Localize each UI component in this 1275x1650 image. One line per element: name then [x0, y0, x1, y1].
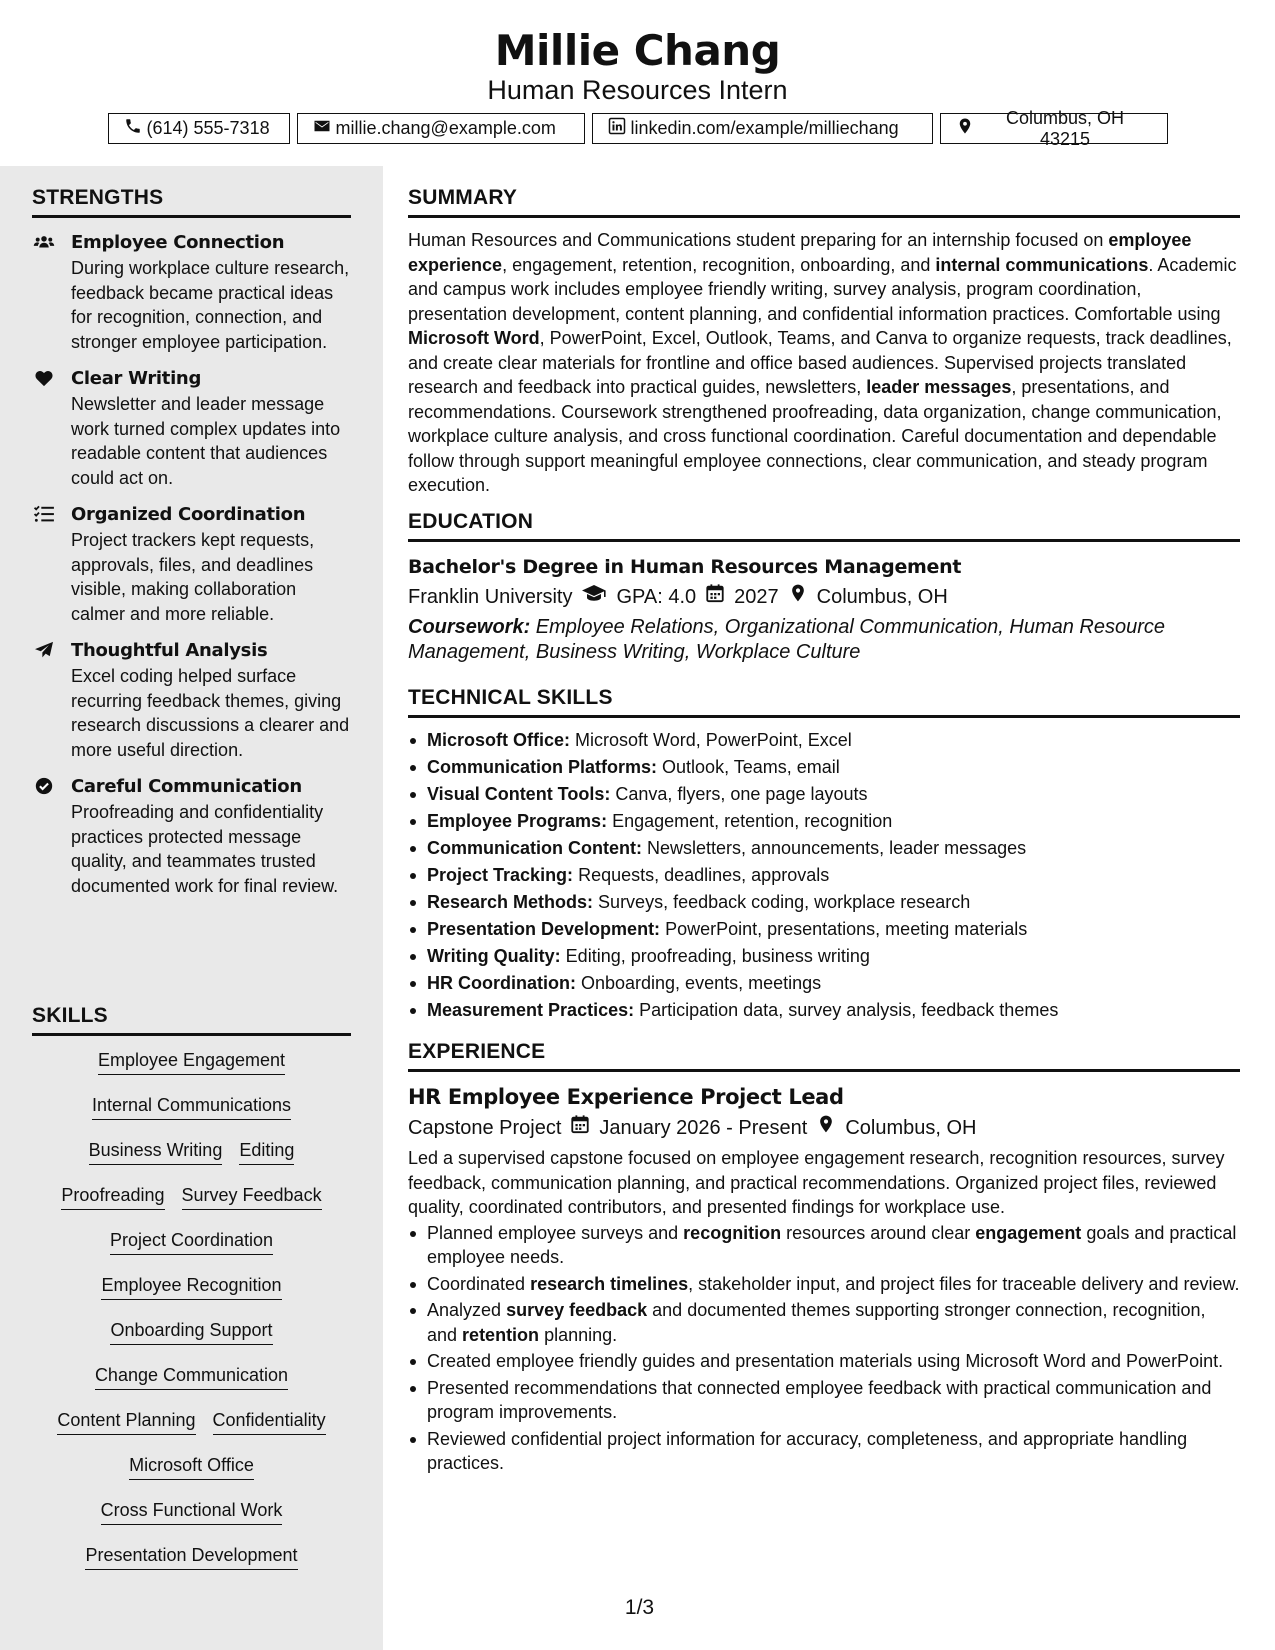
contact-linkedin-text: linkedin.com/example/milliechang — [630, 118, 899, 138]
school-location: Columbus, OH — [816, 586, 948, 608]
emphasis-text: leader messages — [866, 377, 1012, 397]
skill-row — [32, 1453, 351, 1498]
skill-values: Microsoft Word, PowerPoint, Excel — [570, 730, 852, 750]
technical-skill-item — [408, 889, 1240, 916]
skill-row — [32, 1138, 351, 1183]
emphasis-text: internal communications — [935, 254, 1149, 275]
skill-row — [32, 1228, 351, 1273]
skill-row — [32, 1408, 351, 1453]
strengths-title: STRENGTHS — [32, 186, 351, 218]
job-bullet — [408, 1376, 1240, 1425]
strength-item — [32, 367, 351, 490]
skill-category: Visual Content Tools: — [427, 784, 611, 804]
text-run: Presented recommendations that connected employee feedback with practical communication and program improvements. — [427, 1377, 1212, 1422]
skill-tag: Onboarding Support — [110, 1318, 272, 1345]
text-run: . Academic and campus work includes employee friendly writing, survey analysis, program coordination, presentation development, content planning, and confidential information practices. Comfortable using — [408, 254, 1237, 324]
map-marker-icon — [788, 583, 808, 611]
summary-section — [408, 186, 1240, 498]
contact-email-text: millie.chang@example.com — [335, 118, 556, 138]
organization: Capstone Project — [408, 1117, 562, 1139]
list-check-icon — [32, 505, 56, 523]
graduation-year: 2027 — [734, 586, 779, 608]
job-bullet — [408, 1298, 1240, 1347]
skill-values: Editing, proofreading, business writing — [560, 946, 870, 966]
strength-desc: During workplace culture research, feedback became practical ideas for recognition, connection, and stronger employee participation. — [71, 258, 350, 352]
skill-tag: Change Communication — [95, 1363, 288, 1390]
emphasis-text: research timelines — [530, 1273, 689, 1294]
strength-desc: Excel coding helped surface recurring feedback themes, giving research discussions a clearer and more useful direction. — [71, 666, 350, 760]
page-indicator — [0, 1596, 1275, 1620]
candidate-role: Human Resources Intern — [487, 75, 788, 105]
text-run: Analyzed — [427, 1300, 507, 1320]
skill-values: Onboarding, events, meetings — [575, 973, 822, 993]
check-circle-icon — [32, 777, 56, 795]
strength-item — [32, 231, 351, 354]
strength-item — [32, 503, 351, 626]
education-section — [408, 510, 1240, 664]
strength-desc: Newsletter and leader message work turned complex updates into readable content that audiences could act on. — [71, 394, 341, 488]
skill-values: Participation data, survey analysis, feedback themes — [634, 1000, 1059, 1020]
job-title: HR Employee Experience Project Lead — [408, 1085, 844, 1109]
strength-title: Clear Writing — [71, 368, 202, 389]
summary-text — [408, 228, 1240, 498]
text-run: planning. — [539, 1324, 618, 1345]
skill-row — [32, 1498, 351, 1543]
graduation-cap-icon — [581, 583, 607, 611]
skill-tag: Business Writing — [89, 1138, 223, 1165]
skill-category: Measurement Practices: — [427, 1000, 635, 1020]
contact-location-text: Columbus, OH 43215 — [1005, 107, 1125, 149]
technical-skill-item — [408, 727, 1240, 754]
job-meta — [408, 1114, 1240, 1142]
skill-values: Requests, deadlines, approvals — [573, 865, 830, 885]
text-run: , stakeholder input, and project files for traceable delivery and review. — [688, 1273, 1240, 1294]
text-run: Reviewed confidential project information for accuracy, completeness, and appropriate handling practices. — [427, 1428, 1188, 1473]
text-run: , engagement, retention, recognition, onboarding, and — [502, 254, 936, 275]
strength-item — [32, 775, 351, 898]
job-bullet — [408, 1221, 1240, 1270]
skills-list — [32, 1048, 351, 1588]
text-run: Human Resources and Communications student preparing for an internship focused on — [408, 230, 1109, 250]
strength-title: Careful Communication — [71, 776, 302, 797]
skill-tag: Employee Engagement — [98, 1048, 285, 1075]
skill-category: Project Tracking: — [427, 865, 574, 885]
strength-desc: Project trackers kept requests, approvals, files, and deadlines visible, making collaboration calmer and more reliable. — [71, 530, 315, 624]
skill-category: Writing Quality: — [427, 946, 561, 966]
text-run: and documented themes supporting stronger connection, recognition, and — [427, 1300, 1206, 1345]
skill-row — [32, 1183, 351, 1228]
technical-skill-item — [408, 862, 1240, 889]
strength-title: Employee Connection — [71, 232, 285, 253]
skill-row — [32, 1318, 351, 1363]
emphasis-text: survey feedback — [506, 1300, 648, 1320]
skill-category: Microsoft Office: — [427, 730, 571, 750]
skill-tag: Microsoft Office — [129, 1453, 254, 1480]
education-title: EDUCATION — [408, 510, 1240, 542]
strengths-section — [32, 186, 351, 898]
skill-tag: Internal Communications — [92, 1093, 291, 1120]
job-bullets — [408, 1221, 1240, 1476]
skill-values: Surveys, feedback coding, workplace research — [593, 892, 971, 912]
skill-row — [32, 1363, 351, 1408]
text-run: Created employee friendly guides and presentation materials using Microsoft Word and PowerPoint. — [427, 1351, 1224, 1371]
users-icon — [32, 233, 56, 251]
emphasis-text: recognition — [683, 1222, 782, 1243]
text-run: Planned employee surveys and — [427, 1222, 684, 1243]
technical-skill-item — [408, 970, 1240, 997]
skill-category: Research Methods: — [427, 892, 594, 912]
emphasis-text: retention — [462, 1324, 540, 1345]
technical-skill-item — [408, 808, 1240, 835]
job-dates: January 2026 - Present — [599, 1117, 808, 1139]
skill-values: Newsletters, announcements, leader messages — [641, 838, 1027, 858]
emphasis-text: engagement — [975, 1222, 1082, 1243]
skill-tag: Editing — [239, 1138, 294, 1165]
skill-row — [32, 1273, 351, 1318]
contact-bar — [0, 107, 1275, 149]
skill-tag: Project Coordination — [110, 1228, 273, 1255]
skill-tag: Cross Functional Work — [101, 1498, 283, 1525]
technical-skill-item — [408, 997, 1240, 1024]
technical-skill-item — [408, 781, 1240, 808]
skills-title: SKILLS — [32, 1004, 351, 1036]
sidebar — [0, 166, 383, 1650]
emphasis-text: employee experience — [408, 230, 1192, 275]
education-meta — [408, 583, 1240, 611]
page-number: 1/3 — [624, 1596, 655, 1619]
calendar-icon — [705, 583, 725, 611]
skill-tag: Survey Feedback — [182, 1183, 322, 1210]
skill-category: Communication Platforms: — [427, 757, 658, 777]
job-location: Columbus, OH — [845, 1117, 977, 1139]
technical-skill-item — [408, 943, 1240, 970]
job-bullet — [408, 1272, 1240, 1297]
linkedin-icon — [608, 117, 626, 140]
text-run: goals and practical employee needs. — [427, 1222, 1237, 1267]
envelope-icon — [313, 117, 331, 140]
skill-tag: Presentation Development — [85, 1543, 297, 1570]
coursework — [408, 615, 1240, 664]
school-name: Franklin University — [408, 586, 573, 608]
degree-title: Bachelor's Degree in Human Resources Management — [408, 556, 962, 578]
coursework-list: Employee Relations, Organizational Communication, Human Resource Management, Business Writing, Workplace Culture — [408, 616, 1165, 663]
text-run: Coordinated — [427, 1273, 531, 1294]
calendar-icon — [570, 1114, 590, 1142]
skill-category: Employee Programs: — [427, 811, 608, 831]
strength-item — [32, 639, 351, 762]
skill-row — [32, 1048, 351, 1093]
contact-location — [940, 107, 1168, 149]
skill-values: Outlook, Teams, email — [657, 757, 840, 777]
job-bullet — [408, 1427, 1240, 1476]
skill-category: Presentation Development: — [427, 919, 661, 939]
candidate-name: Millie Chang — [494, 26, 781, 75]
skill-row — [32, 1093, 351, 1138]
strength-desc: Proofreading and confidentiality practices protected message quality, and teammates trusted documented work for final review. — [71, 802, 339, 896]
emphasis-text: Microsoft Word — [408, 328, 540, 348]
experience-section — [408, 1040, 1240, 1478]
job-bullet — [408, 1349, 1240, 1374]
skill-values: Canva, flyers, one page layouts — [610, 784, 868, 804]
text-run: resources around clear — [781, 1222, 976, 1243]
map-marker-icon — [956, 117, 974, 140]
skill-category: HR Coordination: — [427, 973, 576, 993]
contact-phone-text: (614) 555-7318 — [146, 118, 270, 138]
map-marker-icon — [816, 1114, 836, 1142]
technical-skill-item — [408, 754, 1240, 781]
phone-icon — [124, 117, 142, 140]
skill-tag: Employee Recognition — [101, 1273, 281, 1300]
text-run: , PowerPoint, Excel, Outlook, Teams, and Canva to organize requests, track deadlines, and create clear materials for frontline and office based audiences. Supervised projects translated research and feedback into practical guides, newsletters, — [408, 328, 1232, 397]
strength-title: Organized Coordination — [71, 504, 306, 525]
coursework-label: Coursework: — [408, 616, 531, 638]
paper-plane-icon — [32, 641, 56, 659]
skills-section — [32, 1004, 351, 1588]
strength-title: Thoughtful Analysis — [71, 640, 268, 661]
gpa-value: GPA: 4.0 — [616, 586, 697, 608]
skill-tag: Proofreading — [61, 1183, 164, 1210]
skill-row — [32, 1543, 351, 1588]
heart-icon — [32, 369, 56, 387]
technical-skills-section — [408, 686, 1240, 1024]
text-run: , presentations, and recommendations. Coursework strengthened proofreading, data organization, change communication, workplace culture analysis, and cross functional coordination. Careful documentation and dependable follow through support meaningful employee connections, clear communication, and steady program execution. — [408, 377, 1222, 495]
skill-category: Communication Content: — [427, 838, 642, 858]
job-description: Led a supervised capstone focused on employee engagement research, recognition resources, survey feedback, communication planning, and practical recommendations. Organized project files, reviewed quality, coordinated contributors, and presented findings for workplace use. — [408, 1148, 1225, 1217]
technical-skill-item — [408, 916, 1240, 943]
experience-title: EXPERIENCE — [408, 1040, 1240, 1072]
technical-skills-list — [408, 727, 1240, 1024]
skill-values: PowerPoint, presentations, meeting materials — [660, 919, 1028, 939]
skill-tag: Confidentiality — [213, 1408, 326, 1435]
skill-tag: Content Planning — [57, 1408, 195, 1435]
contact-linkedin[interactable] — [592, 113, 933, 144]
technical-skills-title: TECHNICAL SKILLS — [408, 686, 1240, 718]
technical-skill-item — [408, 835, 1240, 862]
contact-email[interactable] — [297, 113, 585, 144]
skill-values: Engagement, retention, recognition — [607, 811, 893, 831]
contact-phone[interactable] — [108, 113, 290, 144]
summary-title: SUMMARY — [408, 186, 1240, 218]
